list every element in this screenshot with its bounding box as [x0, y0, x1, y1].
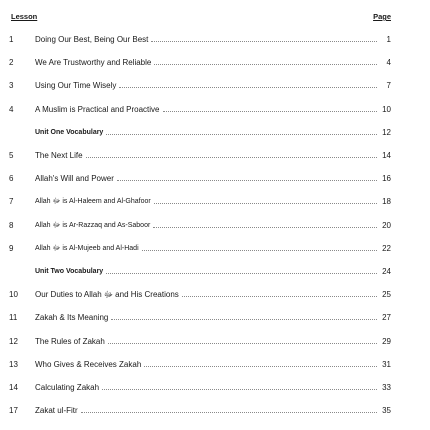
lesson-number: 3	[9, 81, 14, 91]
lesson-number: 6	[9, 174, 14, 184]
toc-lesson-row[interactable]	[8, 167, 391, 190]
page-column-header: Page	[373, 12, 391, 21]
page-number: 31	[382, 359, 391, 369]
dot-leader	[163, 111, 378, 112]
toc-lesson-row[interactable]	[8, 190, 391, 213]
lesson-title: A Muslim is Practical and Proactive	[35, 104, 160, 114]
lesson-title: Using Our Time Wisely	[35, 81, 117, 91]
lesson-title: We Are Trustworthy and Reliable	[35, 58, 152, 68]
toc-lesson-row[interactable]	[8, 283, 391, 306]
toc-lesson-row[interactable]	[8, 329, 391, 352]
page-number: 35	[382, 406, 391, 416]
page-number: 22	[382, 243, 391, 253]
page-number: 20	[382, 220, 391, 230]
lesson-number: 11	[9, 313, 18, 323]
lesson-title: The Rules of Zakah	[35, 336, 105, 346]
lesson-number: 4	[9, 104, 14, 114]
toc-lesson-row[interactable]	[8, 98, 391, 121]
page-number: 7	[386, 81, 391, 91]
lesson-title: The Next Life	[35, 151, 83, 161]
toc-lesson-row[interactable]	[8, 144, 391, 167]
lesson-number: 1	[9, 35, 14, 45]
lesson-title: Allah ﷻ is Ar-Razzaq and As-Saboor	[35, 221, 151, 229]
lesson-number: 9	[9, 243, 14, 253]
lesson-number: 7	[9, 197, 14, 207]
lesson-title: Allah ﷻ is Al-Haleem and Al-Ghafoor	[35, 198, 151, 206]
toc-lesson-row[interactable]	[8, 306, 391, 329]
dot-leader	[142, 250, 377, 251]
lesson-title: Allah's Will and Power	[35, 174, 114, 184]
dot-leader	[81, 412, 377, 413]
lesson-title: Doing Our Best, Being Our Best	[35, 35, 149, 45]
dot-leader	[108, 343, 377, 344]
dot-leader	[119, 87, 377, 88]
toc-lesson-row[interactable]	[8, 376, 391, 399]
lesson-number: 8	[9, 220, 14, 230]
page-number: 29	[382, 336, 391, 346]
dot-leader	[154, 203, 377, 204]
dot-leader	[182, 296, 377, 297]
toc-entries	[8, 28, 391, 422]
page-number: 10	[382, 104, 391, 114]
toc-lesson-row[interactable]	[8, 74, 391, 97]
toc-unit-vocabulary-row[interactable]	[8, 121, 391, 144]
dot-leader	[117, 180, 377, 181]
toc-lesson-row[interactable]	[8, 51, 391, 74]
dot-leader	[154, 64, 377, 65]
dot-leader	[86, 157, 377, 158]
lesson-number: 17	[9, 406, 18, 416]
toc-header	[8, 0, 391, 28]
toc-lesson-row[interactable]	[8, 353, 391, 376]
lesson-number: 2	[9, 58, 14, 68]
page-number: 24	[382, 266, 391, 276]
lesson-title: Allah ﷻ is Al-Mujeeb and Al-Hadi	[35, 244, 139, 252]
lesson-number: 10	[9, 290, 18, 300]
page-number: 16	[382, 174, 391, 184]
toc-lesson-row[interactable]	[8, 237, 391, 260]
toc-lesson-row[interactable]	[8, 214, 391, 237]
lesson-title: Zakah & Its Meaning	[35, 313, 109, 323]
dot-leader	[102, 389, 377, 390]
page-number: 27	[382, 313, 391, 323]
lesson-number: 5	[9, 151, 14, 161]
lesson-title: Unit One Vocabulary	[35, 128, 104, 136]
toc-lesson-row[interactable]	[8, 399, 391, 422]
dot-leader	[151, 41, 377, 42]
lesson-title: Our Duties to Allah ﷻ and His Creations	[35, 289, 179, 299]
page-number: 14	[382, 151, 391, 161]
lesson-column-header: Lesson	[11, 12, 38, 21]
lesson-title: Zakat ul-Fitr	[35, 406, 78, 416]
page-number: 33	[382, 382, 391, 392]
lesson-number: 14	[9, 382, 18, 392]
lesson-number: 12	[9, 336, 18, 346]
lesson-number: 13	[9, 359, 18, 369]
toc-unit-vocabulary-row[interactable]	[8, 260, 391, 283]
dot-leader	[106, 273, 377, 274]
lesson-title: Who Gives & Receives Zakah	[35, 359, 142, 369]
page-number: 4	[386, 58, 391, 68]
page-number: 18	[382, 197, 391, 207]
dot-leader	[111, 319, 377, 320]
lesson-title: Calculating Zakah	[35, 382, 100, 392]
lesson-title: Unit Two Vocabulary	[35, 267, 104, 275]
dot-leader	[153, 227, 377, 228]
toc-lesson-row[interactable]	[8, 28, 391, 51]
page-number: 25	[382, 290, 391, 300]
page-number: 12	[382, 127, 391, 137]
dot-leader	[144, 366, 377, 367]
page-number: 1	[386, 35, 391, 45]
table-of-contents	[8, 0, 391, 422]
dot-leader	[106, 134, 377, 135]
